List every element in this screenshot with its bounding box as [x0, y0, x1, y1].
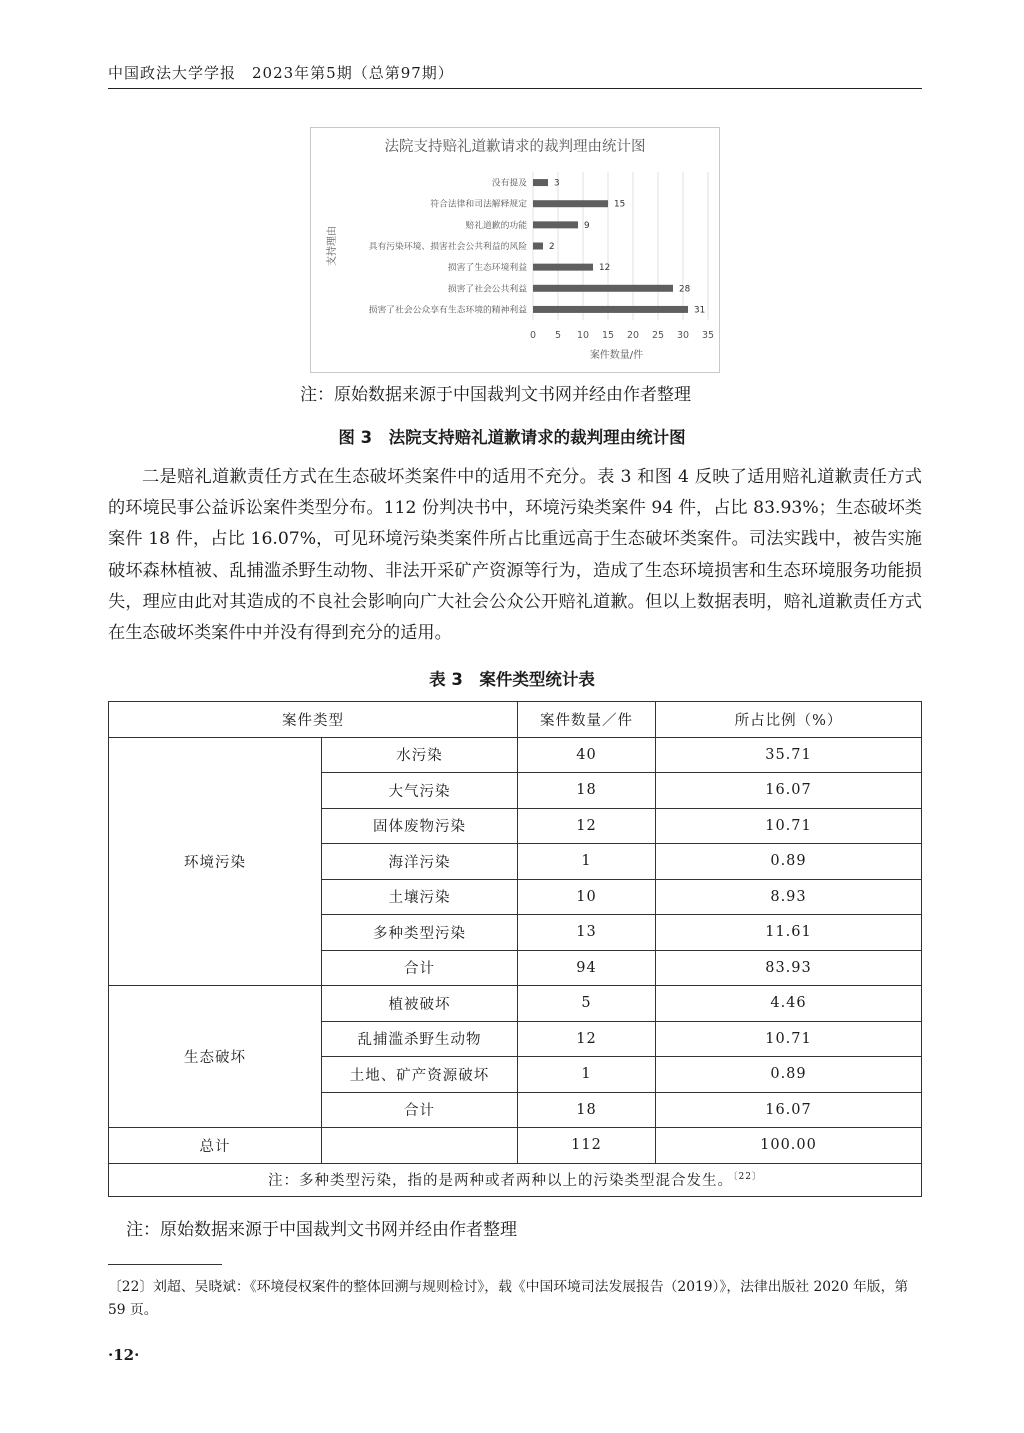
ratio-cell: 8.93 [656, 879, 922, 915]
total-ratio-cell: 100.00 [656, 1128, 922, 1164]
subtype-cell: 水污染 [322, 737, 518, 773]
total-count-cell: 112 [518, 1128, 656, 1164]
data-label: 2 [549, 242, 555, 252]
x-axis-title: 案件数量/件 [589, 350, 644, 361]
x-tick-label: 5 [554, 330, 562, 341]
ratio-cell: 0.89 [656, 844, 922, 880]
category-label: 损害了社会公众享有生态环境的精神利益 [368, 305, 527, 316]
count-cell: 12 [518, 1021, 656, 1057]
count-cell: 18 [518, 773, 656, 809]
ratio-cell: 16.07 [656, 773, 922, 809]
data-label: 9 [584, 220, 590, 231]
header-cell: 所占比例（%） [656, 702, 922, 738]
subtype-cell: 固体废物污染 [322, 808, 518, 844]
x-tick-label: 35 [701, 330, 715, 341]
data-label: 12 [599, 263, 611, 274]
header-cell: 案件数量／件 [518, 702, 656, 738]
count-cell: 10 [518, 879, 656, 915]
category-label: 符合法律和司法解释规定 [430, 199, 527, 210]
subtype-cell: 合计 [322, 950, 518, 986]
count-cell: 1 [518, 844, 656, 880]
x-tick-label: 30 [676, 330, 690, 341]
count-cell: 40 [518, 737, 656, 773]
footnote: 〔22〕刘超、吴晓斌：《环境侵权案件的整体回溯与规则检讨》，载《中国环境司法发展报告（2019）》，法律出版社 2020 年版，第 59 页。 [108, 1279, 909, 1318]
x-tick-label: 25 [651, 330, 665, 341]
count-cell: 12 [518, 808, 656, 844]
ratio-cell: 10.71 [656, 808, 922, 844]
count-cell: 1 [518, 1057, 656, 1093]
empty-cell [322, 1128, 518, 1164]
total-label-cell: 总计 [109, 1128, 322, 1164]
case-type-table [108, 701, 922, 1197]
category-label: 损害了社会公共利益 [447, 284, 527, 295]
category-label: 赔礼道歉的功能 [465, 220, 527, 231]
note-row [109, 1163, 922, 1196]
table-caption: 表 3 案件类型统计表 [429, 670, 595, 689]
ratio-cell: 4.46 [656, 986, 922, 1022]
bar [533, 221, 578, 228]
subtype-cell: 植被破坏 [322, 986, 518, 1022]
running-header: 中国政法大学学报 2023年第5期（总第97期） [108, 64, 454, 82]
ratio-cell: 10.71 [656, 1021, 922, 1057]
bar [533, 243, 543, 250]
bar [533, 264, 593, 271]
data-label: 15 [614, 199, 626, 210]
bar-chart [310, 127, 720, 373]
page-number: ·12· [108, 1346, 140, 1364]
subtype-cell: 乱捕滥杀野生动物 [322, 1021, 518, 1057]
ratio-cell: 11.61 [656, 915, 922, 951]
data-label: 31 [694, 305, 706, 316]
category-label: 没有提及 [491, 178, 527, 189]
subtype-cell: 土壤污染 [322, 879, 518, 915]
x-tick-label: 0 [529, 330, 537, 341]
category-label: 具有污染环境、损害社会公共利益的风险 [368, 242, 527, 252]
subtype-cell: 海洋污染 [322, 844, 518, 880]
count-cell: 13 [518, 915, 656, 951]
bar [533, 200, 608, 207]
y-axis-title: 支持理由 [327, 226, 338, 266]
ratio-cell: 0.89 [656, 1057, 922, 1093]
chart-title: 法院支持赔礼道歉请求的裁判理由统计图 [384, 139, 646, 155]
x-tick-label: 10 [576, 330, 590, 341]
figure-caption: 图 3 法院支持赔礼道歉请求的裁判理由统计图 [338, 428, 686, 447]
group-cell: 生态破坏 [109, 986, 322, 1128]
data-label: 3 [554, 178, 560, 189]
body-paragraph: 二是赔礼道歉责任方式在生态破坏类案件中的适用不充分。表 3 和图 4 反映了适用赔礼道歉责任方式的环境民事公益诉讼案件类型分布。112 份判决书中，环境污染类案件 94 件，占比 83.93%；生态破坏类案件 18 件，占比 16.07%，可见环境污染类案件所占比重远高于生态破坏类案件。司法实践中，被告实施破坏森林植被、乱捕滥杀野生动物、非法开采矿产资源等行为，造成了生态环境损害和生态环境服务功能损失，理应由此对其造成的不良社会影响向广大社会公众公开赔礼道歉。但以上数据表明，赔礼道歉责任方式在生态破坏类案件中并没有得到充分的适用。 [108, 467, 922, 644]
data-label: 28 [679, 284, 691, 295]
ratio-cell: 35.71 [656, 737, 922, 773]
chart-canvas [311, 128, 719, 372]
count-cell: 5 [518, 986, 656, 1022]
bar [533, 285, 673, 292]
subtype-cell: 土地、矿产资源破坏 [322, 1057, 518, 1093]
ratio-cell: 16.07 [656, 1092, 922, 1128]
header-cell: 案件类型 [109, 702, 518, 738]
bar [533, 306, 688, 313]
footnote-ref: 〔22〕 [733, 1172, 762, 1183]
table-note-cell [109, 1163, 922, 1196]
x-tick-label: 15 [601, 330, 615, 341]
table-row [109, 737, 922, 773]
subtype-cell: 合计 [322, 1092, 518, 1128]
x-tick-label: 20 [626, 330, 640, 341]
count-cell: 18 [518, 1092, 656, 1128]
table-header-row [109, 702, 922, 738]
footnote-rule [108, 1264, 222, 1265]
ratio-cell: 83.93 [656, 950, 922, 986]
group-cell: 环境污染 [109, 737, 322, 986]
table-source-note: 注：原始数据来源于中国裁判文书网并经由作者整理 [126, 1220, 517, 1240]
subtype-cell: 多种类型污染 [322, 915, 518, 951]
chart-source-note: 注：原始数据来源于中国裁判文书网并经由作者整理 [300, 385, 691, 405]
table-row [109, 986, 922, 1022]
subtype-cell: 大气污染 [322, 773, 518, 809]
category-label: 损害了生态环境利益 [447, 263, 527, 274]
bar [533, 179, 548, 186]
header-rule [108, 88, 922, 89]
total-row [109, 1128, 922, 1164]
count-cell: 94 [518, 950, 656, 986]
table-note-text: 注：多种类型污染，指的是两种或者两种以上的污染类型混合发生。 [268, 1173, 734, 1189]
